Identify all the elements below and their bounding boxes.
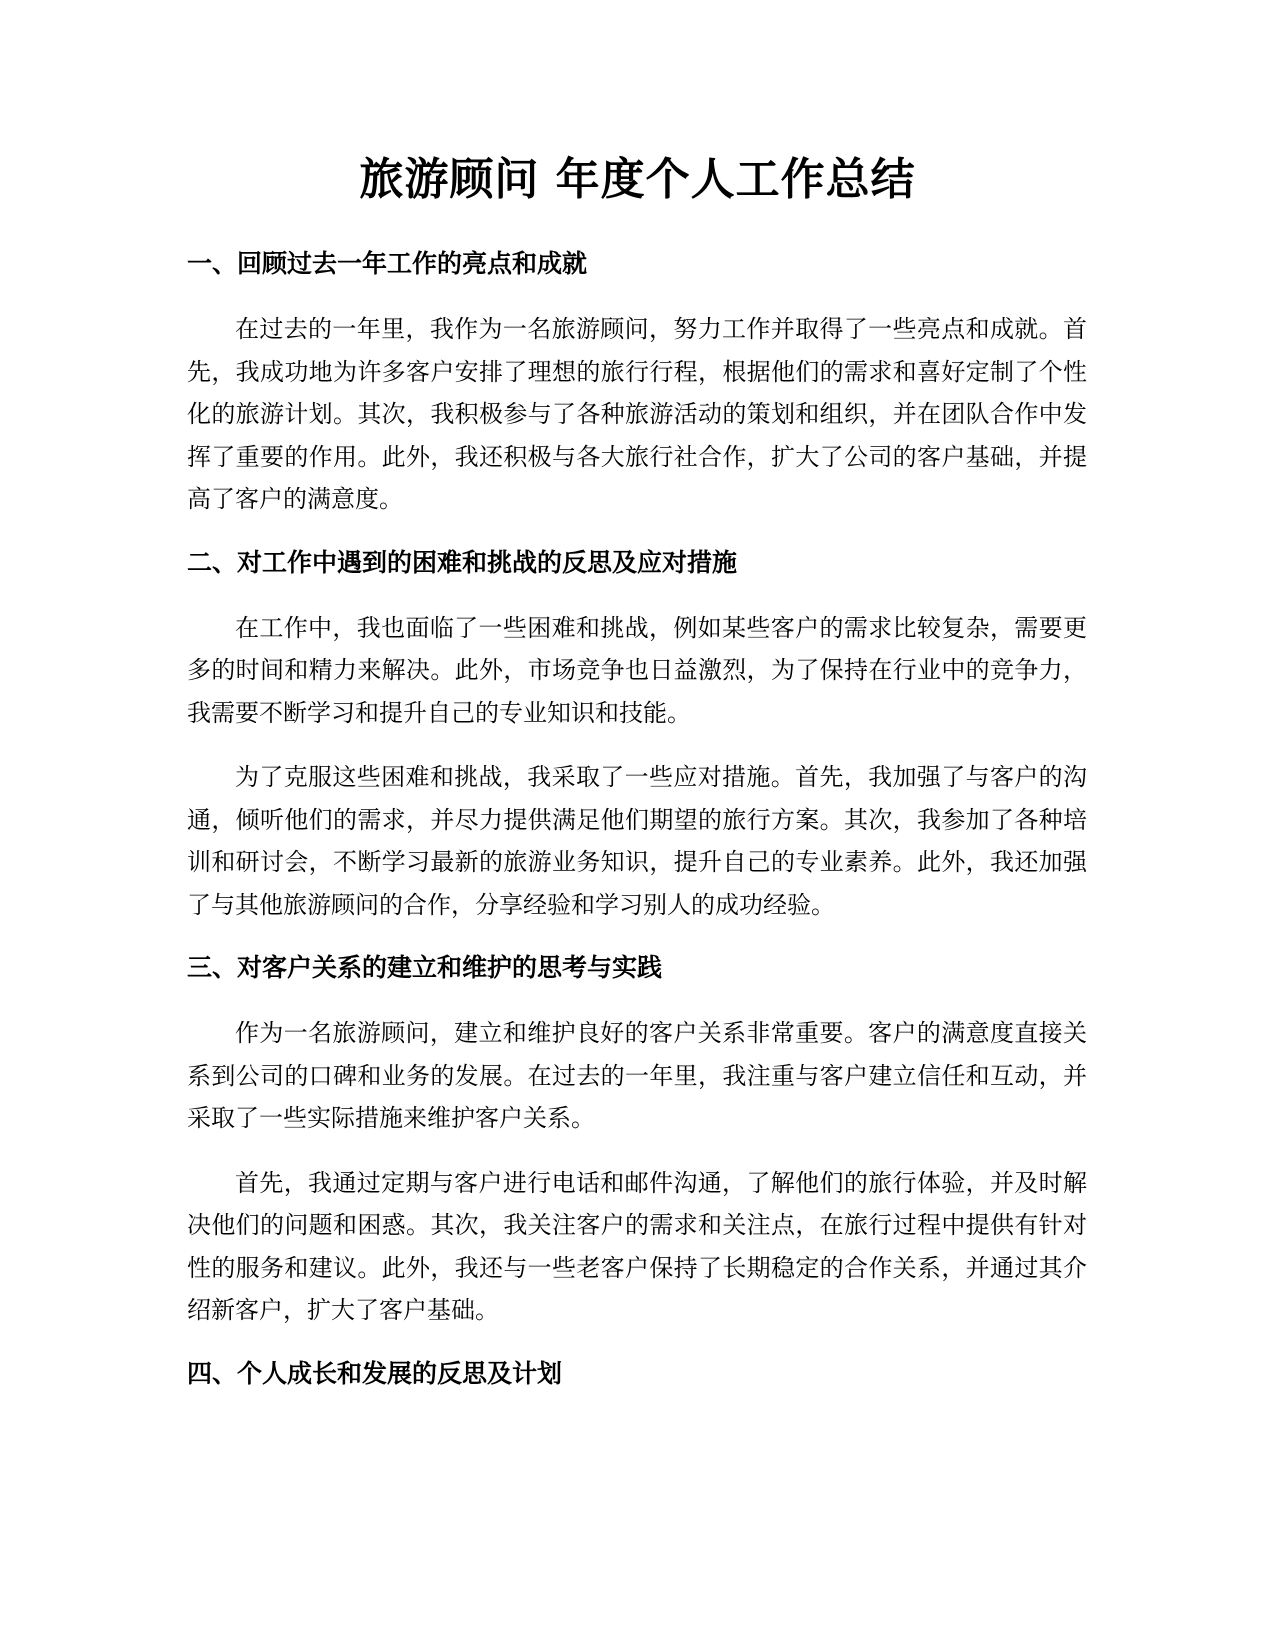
section-3-paragraph-1: 作为一名旅游顾问，建立和维护良好的客户关系非常重要。客户的满意度直接关系到公司的口碑和业务的发展。在过去的一年里，我注重与客户建立信任和互动，并采取了一些实际措施来维护客户关系。 (187, 1019, 1087, 1132)
section-1-paragraph-1: 在过去的一年里，我作为一名旅游顾问，努力工作并取得了一些亮点和成就。首先，我成功地为许多客户安排了理想的旅行行程，根据他们的需求和喜好定制了个性化的旅游计划。其次，我积极参与了各种旅游活动的策划和组织，并在团队合作中发挥了重要的作用。此外，我还积极与各大旅行社合作，扩大了公司的客户基础，并提高了客户的满意度。 (187, 315, 1087, 513)
section-heading-1: 一、回顾过去一年工作的亮点和成就 (187, 249, 588, 278)
section-heading-3: 三、对客户关系的建立和维护的思考与实践 (187, 953, 663, 982)
document-title: 旅游顾问 年度个人工作总结 (359, 154, 916, 205)
section-2-paragraph-1: 在工作中，我也面临了一些困难和挑战，例如某些客户的需求比较复杂，需要更多的时间和精力来解决。此外，市场竞争也日益激烈，为了保持在行业中的竞争力，我需要不断学习和提升自己的专业知识和技能。 (187, 613, 1087, 727)
section-heading-2: 二、对工作中遇到的困难和挑战的反思及应对措施 (187, 547, 738, 577)
section-heading-4: 四、个人成长和发展的反思及计划 (187, 1358, 563, 1388)
section-2-paragraph-2: 为了克服这些困难和挑战，我采取了一些应对措施。首先，我加强了与客户的沟通，倾听他们的需求，并尽力提供满足他们期望的旅行方案。其次，我参加了各种培训和研讨会，不断学习最新的旅游业务知识，提升自己的专业素养。此外，我还加强了与其他旅游顾问的合作，分享经验和学习别人的成功经验。 (187, 763, 1087, 919)
document-body (187, 246, 1087, 1418)
section-3-paragraph-2: 首先，我通过定期与客户进行电话和邮件沟通，了解他们的旅行体验，并及时解决他们的问题和困惑。其次，我关注客户的需求和关注点，在旅行过程中提供有针对性的服务和建议。此外，我还与一些老客户保持了长期稳定的合作关系，并通过其介绍新客户，扩大了客户基础。 (187, 1168, 1087, 1324)
